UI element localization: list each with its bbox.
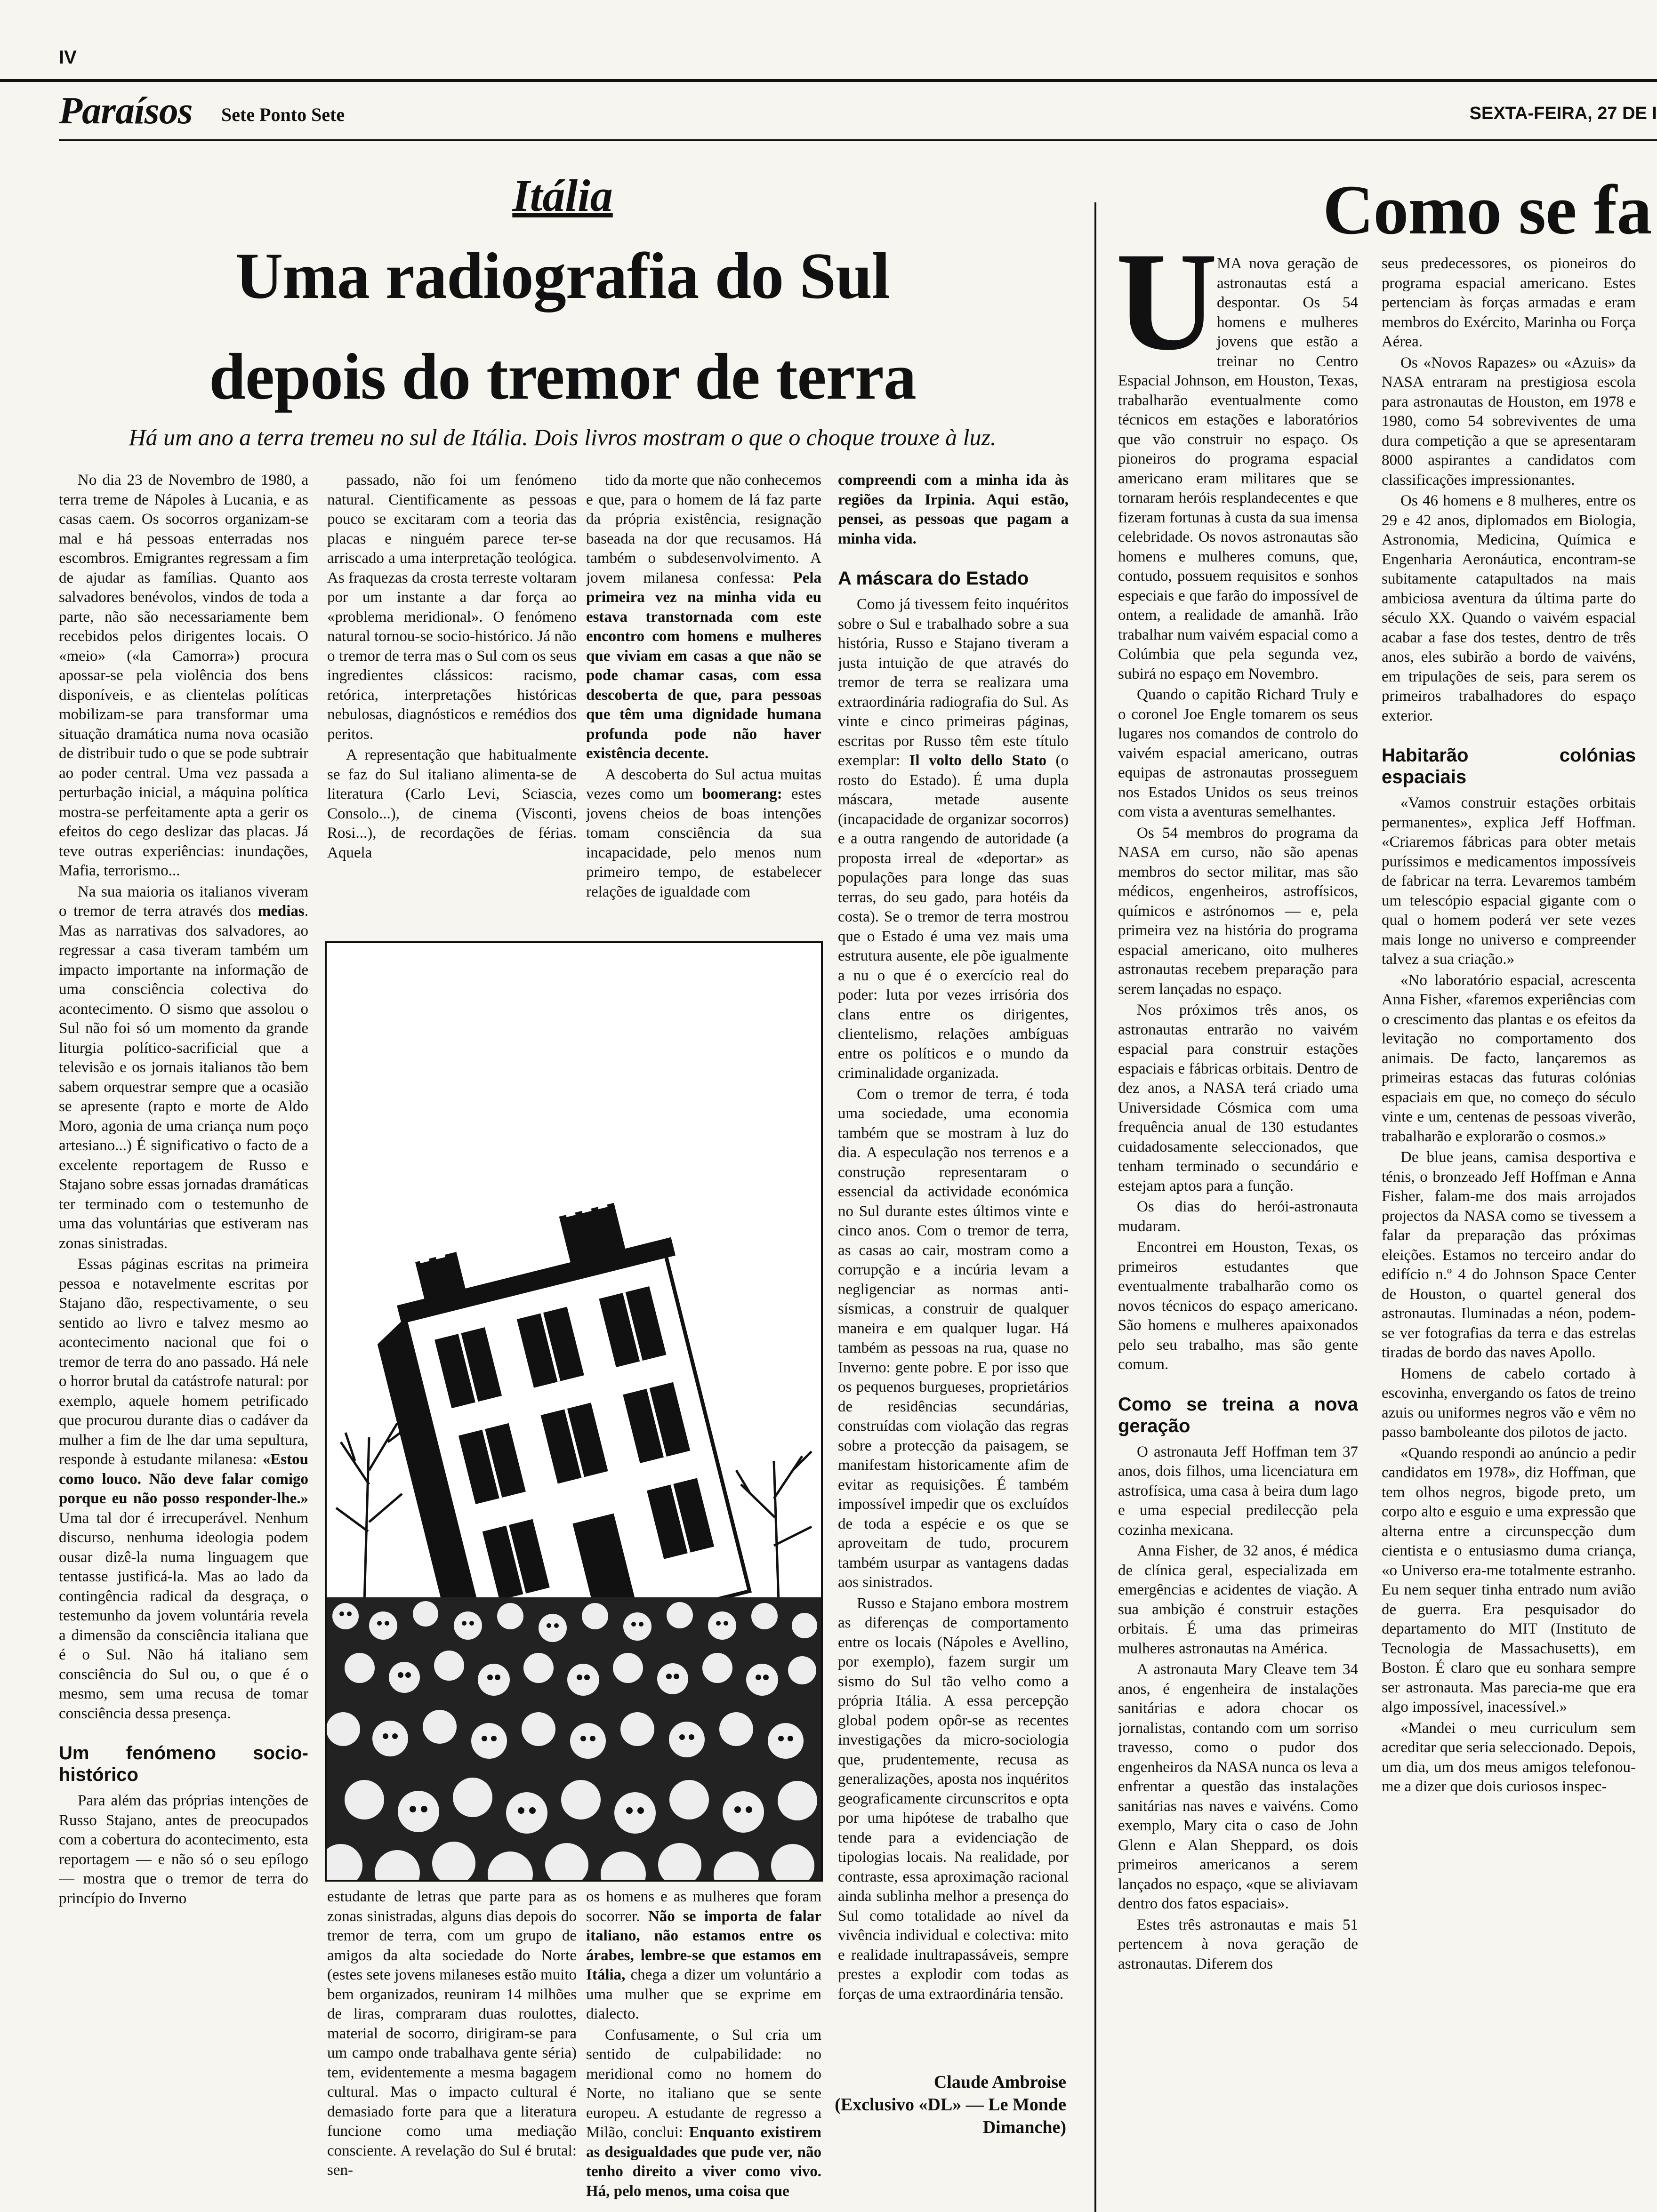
paragraph: Na sua maioria os italianos viveram o tremor de terra através dos medias. Mas as narrativas dos salvadores, ao regressar a casa tiveram também um impacto importante na informação de uma consciência colectiva do acontecimento. O sismo que assolou o Sul não foi só um momento da grande liturgia político-sacrificial que a televisão e os jornais italianos tão bem sabem orquestrar sempre que a ocasião se apresente (rapto e morte de Aldo Moro, agonia de uma criança num poço artesiano...) É significativo o facto de a excelente reportagem de Russo e Stajano sobre essas jornadas dramáticas ter terminado com o testemunho de uma das voluntárias que estiveram nas zonas sinistradas. <box>59 883 308 1252</box>
header-rule <box>59 139 1657 141</box>
paragraph: «Quando respondi ao anúncio a pedir candidatos em 1978», diz Hoffman, que tem olhos negros, bigode preto, um corpo alto e esguio e uma expressão que alterna entre a circunspecção dum cientista e o entusiasmo duma criança, «o Universo era-me totalmente estranho. Eu nem sequer tinha entrado num avião de guerra. Era pesquisador do departamento do MIT (Instituto de Tecnologia de Massachusetts), em Boston. É claro que eu sonhara sempre ser astronauta. Mas parecia-me que era algo impossível, inacessível.» <box>1382 1444 1636 1715</box>
paragraph: «Vamos construir estações orbitais permanentes», explica Jeff Hoffman. «Criaremos fábricas para obter metais puríssimos e medicamentos impossíveis de fabricar na terra. Levaremos também um telescópio espacial gigante com o qual o homem poderá ver sete vezes mais longe no universo e compreender talvez a sua criação.» <box>1382 794 1636 968</box>
paragraph: estudante de letras que parte para as zonas sinistradas, alguns dias depois do tremor de terra, com um grupo de amigos da alta sociedade do Norte (estes sete jovens milaneses estão muito bem organizados, reuniram 14 milhões de liras, compraram duas roulottes, material de socorro, dirigiram-se para um campo onde trabalhava gente séria) tem, evidentemente a mesma bagagem cultural. Mas o impacto cultural é demasiado forte para que a literatura funcione como uma mediação consciente. A revelação do Sul é brutal: sen- <box>327 1888 577 2179</box>
article1-column-4 <box>838 471 1069 2061</box>
paragraph: A representação que habitualmente se faz do Sul italiano alimenta-se de literatura (Carlo Levi, Sciascia, Consolo...), de cinema (Visconti, Rosi...), de recordações de férias. Aquela <box>327 746 577 861</box>
column-divider <box>1094 202 1096 2212</box>
paragraph: Para além das próprias intenções de Russo Stajano, antes de preocupados com a cobertura do acontecimento, esta reportagem — e não só o seu epílogo — mostra que o tremor de terra do princípio do Inverno <box>59 1792 308 1907</box>
article-headline <box>56 226 1069 427</box>
paragraph: No dia 23 de Novembro de 1980, a terra treme de Nápoles à Lucania, e as casas caem. Os socorros organizam-se mal e há pessoas enterradas nos escombros. Emigrantes regressam a fim de ajudar as famílias. Quanto aos salvadores benévolos, vindos de toda a parte, não são necessariamente bem recebidos pelos dirigentes locais. O «meio» («la Camorra») procura apossar-se pela violência dos bens disponíveis, e as clientelas políticas mobilizam-se para transformar uma situação dramática numa nova ocasião de distribuir tudo o que se pode subtrair ao poder central. Uma vez passada a perturbação inicial, a máquina política mostra-se perfeitamente apta a gerir os efeitos do cego deslizar das placas. Já teve outras experiências: inundações, Mafia, terrorismo... <box>59 472 308 879</box>
section-name: Paraísos <box>59 89 193 132</box>
paragraph: Com o tremor de terra, é toda uma sociedade, uma economia também que se mostram à luz do dia. A especulação nos terrenos e a construção representaram o essencial da actividade económica no Sul durante estes últimos vinte e cinco anos. Com o tremor de terra, as casas ao cair, mostram como a corrupção e a incúria levam a negligenciar as normas anti-sísmicas, a construir de qualquer maneira e em qualquer lugar. Há também as pessoas na rua, quase no Inverno: gente pobre. E por isso que os pequenos burgueses, proprietários de residências secundárias, construídas com violação das regras sobre a protecção da paisagem, se manifestam historicamente afim de evitar as requisições. É também impossível impedir que os excluídos de toda a espécie e os que se aproveitam de tudo, procurem também usurpar as vantagens dadas aos sinistrados. <box>838 1085 1069 1591</box>
paragraph: compreendi com a minha ida às regiões da Irpinia. Aqui estão, pensei, as pessoas que pagam a minha vida. <box>838 472 1069 547</box>
paragraph: A descoberta do Sul actua muitas vezes como um boomerang: estes jovens cheios de boas intenções tomam consciência da sua incapacidade, pelo menos num primeiro tempo, de estabelecer relações de igualdade com <box>586 766 821 900</box>
article1-column-1 <box>59 471 308 2207</box>
paragraph: Nos próximos três anos, os astronautas entrarão no vaivém espacial para construir estações espaciais e fábricas orbitais. Dentro de dez anos, a NASA terá criado uma Universidade Cósmica com uma frequência anual de 130 estudantes cuidadosamente seleccionados, que tenham terminado o secundário e estejam aptos para a função. <box>1118 1002 1358 1194</box>
subheading: A máscara do Estado <box>838 568 1029 589</box>
paragraph: Os dias do herói-astronauta mudaram. <box>1118 1198 1358 1235</box>
paragraph: MA nova geração de astronautas está a despontar. Os 54 homens e mulheres jovens que estão a treinar no Centro Espacial Johnson, em Houston, Texas, trabalharão eventualmente como técnicos em estações e laboratórios que vão construir no espaço. Os pioneiros do programa espacial americano eram militares que se tornaram heróis resplandecentes e que fizeram fortunas à custa da sua imensa celebridade. Os novos astronautas são homens e mulheres comuns, que, contudo, possuem requisitos e sonhos especiais e que farão do impossível de ontem, a realidade de amanhã. Irão trabalhar num vaivém espacial como a Colúmbia que pela segunda vez, subirá no espaço em Novembro. <box>1118 255 1358 682</box>
signature-source: (Exclusivo «DL» — Le Monde <box>835 2095 1066 2115</box>
paragraph: Confusamente, o Sul cria um sentido de culpabilidade: no meridional como no homem do Norte, no italiano que se sente europeu. A estudante de regresso a Milão, conclui: Enquanto existirem as desigualdades que pude ver, não tenho direito a viver como vivo. Há, pelo menos, uma coisa que <box>586 2026 821 2200</box>
page-number: IV <box>59 47 77 68</box>
paragraph: «No laboratório espacial, acrescenta Anna Fisher, «faremos experiências com o crescimento das plantas e os efeitos da levitação no comportamento dos animais. De facto, lançaremos as primeiras estacas das futuras colónias espaciais em que, no começo do século vinte e um, centenas de pessoas viverão, trabalharão e explorarão o cosmos.» <box>1382 971 1636 1145</box>
drop-cap: U <box>1116 223 1218 379</box>
article-standfirst: Há um ano a terra tremeu no sul de Itália. Dois livros mostram o que o choque trouxe à luz. <box>129 424 997 450</box>
paragraph: O astronauta Jeff Hoffman tem 37 anos, dois filhos, uma licenciatura em astrofísica, uma casa à beira dum lago e uma especial predilecção pela cozinha mexicana. <box>1118 1443 1358 1539</box>
article1-column-2-top <box>327 471 577 922</box>
signature-source-cont: Dimanche) <box>982 2117 1066 2137</box>
article2-column-2 <box>1382 254 1636 2207</box>
paragraph: Russo e Stajano embora mostrem as diferenças de comportamento entre os locais (Nápoles e Avellino, por exemplo), fazem surgir um sismo do Sul tão velho como a própria Itália. A essa percepção global podem opôr-se as recentes investigações da micro-sociologia que, prudentemente, recusa as generalizações, aposta nos inquéritos geograficamente circunscritos e opta por uma hipótese de trabalho que tende para a evidenciação de tipologias locais. Na realidade, por contraste, essa aproximação racional ainda sublinha melhor a presença do Sul como totalidade ao nível da vivência individual e colectiva: mito e realidade inultrapassáveis, sempre prestes a explodir com todas as forças de uma extraordinária tensão. <box>838 1595 1069 2003</box>
subheading: Habitarão colónias espaciais <box>1382 745 1636 787</box>
headline-line-1: Uma radiografia do Sul <box>235 240 890 313</box>
paragraph: Os 46 homens e 8 mulheres, entre os 29 e 42 anos, diplomados em Biologia, Astronomia, Medicina, Química e Engenharia Aeronáutica, encontram-se subitamente catapultados na mais ambiciosa aventura da última parte do século XX. Quando o vaivém espacial acabar a fase dos testes, dentro de três anos, eles subirão a bordo de vaivéns, em tripulações de seis, para serem os primeiros trabalhadores do espaço exterior. <box>1382 492 1636 724</box>
article-signature <box>826 2071 1066 2139</box>
paragraph: os homens e as mulheres que foram socorrer. Não se importa de falar italiano, não estamos entre os árabes, lembre-se que estamos em Itália, chega a dizer um voluntário a uma mulher que se exprime em dialecto. <box>586 1888 821 2022</box>
paragraph: Quando o capitão Richard Truly e o coronel Joe Engle tomarem os seus lugares nos comandos de controlo do vaivém espacial americano, outras equipas de astronautas prosseguem nos Estados Unidos os seus treinos com vista a aventuras semelhantes. <box>1118 686 1358 820</box>
paragraph: Estes três astronautas e mais 51 pertencem à nova geração de astronautas. Diferem dos <box>1118 1916 1358 1972</box>
headline-line-2: depois do tremor de terra <box>209 340 916 413</box>
supplement-name: Sete Ponto Sete <box>221 104 345 125</box>
paragraph: Os «Novos Rapazes» ou «Azuis» da NASA entraram na prestigiosa escola para astronautas de Houston, em 1978 e 1980, como 54 sobreviventes de uma dura competição a que se apresentaram 8000 aspirantes a candidatos com classificações impressionantes. <box>1382 354 1636 489</box>
paragraph: Essas páginas escritas na primeira pessoa e notavelmente escritas por Stajano dão, respectivamente, o seu sentido ao livro e talvez mesmo ao acontecimento nacional que foi o tremor de terra do ano passado. Há nele o horror brutal da catástrofe natural: por exemplo, aquele homem petrificado que procurou durante dias o cadáver da mulher a fim de lhe dar uma sepultura, responde à estudante milanesa: «Estou como louco. Não deve falar comigo porque eu não posso responder-lhe.» Uma tal dor é irrecuperável. Nenhum discurso, nenhuma ideologia podem ousar dizê-la numa linguagem que tentasse justificá-la. Mas ao lado da contingência radical da desgraça, o testemunho da jovem voluntária revela a dimensão da consciência italiana que é o Sul. Não há italiano sem consciência do Sul ou, o que é o mesmo, sem uma recusa de tomar consciência dessa presença. <box>59 1256 308 1722</box>
edition-date: SEXTA-FEIRA, 27 DE I <box>1469 104 1657 123</box>
article1-column-3-top <box>586 471 821 922</box>
paragraph: Homens de cabelo cortado à escovinha, envergando os fatos de treino azuis ou uniformes negros vão e vêm no passo bamboleante dos pilotos de jacto. <box>1382 1365 1636 1441</box>
subheading: Como se treina a nova geração <box>1118 1394 1358 1436</box>
article2-headline: Como se fa <box>1323 171 1652 249</box>
paragraph: A astronauta Mary Cleave tem 34 anos, é engenheira de instalações sanitárias e adora chocar os jornalistas, contando com um sorriso travesso, como o pudor dos engenheiros da NASA nunca os leva a enfrentar a questão das instalações sanitárias nas naves e vaivéns. Como exemplo, Mary cita o caso de John Glenn e Alan Sheppard, os dois primeiros americanos a serem lançados no espaço, «que se aliviavam dentro dos fatos espaciais». <box>1118 1661 1358 1912</box>
paragraph: De blue jeans, camisa desportiva e ténis, o bronzeado Jeff Hoffman e Anna Fisher, falam-me dos mais arrojados projectos da NASA como se tivessem a falar da preparação das próximas eleições. Estamos no terceiro andar do edifício n.º 4 do Johnson Space Center de Houston, o quartel general dos astronautas. Iluminadas a néon, podem-se ver fotografias da terra e das estrelas tiradas de bordo das naves Apollo. <box>1382 1149 1636 1361</box>
paragraph: Os 54 membros do programa da NASA em curso, não são apenas membros do sector militar, mas são médicos, engenheiros, astrofísicos, químicos e astrónomos — e, pela primeira vez na história do programa espacial americano, oito mulheres astronautas recebem preparação para serem lançadas no espaço. <box>1118 824 1358 998</box>
signature-author: Claude Ambroise <box>933 2072 1066 2092</box>
paragraph: Anna Fisher, de 32 anos, é médica de clínica geral, especializada em emergências e acidentes de viação. A sua ambição é construir estações orbitais. É uma das primeiras mulheres astronautas na América. <box>1118 1542 1358 1657</box>
article2-column-1 <box>1118 254 1358 2207</box>
illustration-tilted-house <box>325 941 823 1882</box>
subheading: Um fenómeno socio-histórico <box>59 1743 308 1785</box>
paragraph: Como já tivessem feito inquéritos sobre o Sul e trabalhado sobre a sua história, Russo e Stajano tiveram a justa intuição de que através do tremor de terra se realizara uma extraordinária radiografia do Sul. As vinte e cinco primeiras páginas, escritas por Russo têm este título exemplar: Il volto dello Stato (o rosto do Estado). É uma dupla máscara, metade ausente (incapacidade de organizar socorros) e a outra rangendo de autoridade (a proposta irreal de «deportar» as populações para longe das suas terras, do seu gado, para hotéis da costa). Se o tremor de terra mostrou que o Estado é uma vez mais uma estrutura ausente, ele põe igualmente a nu o que é o exercício real do poder: luta por vezes irrisória dos clans entre os dirigentes, clientelismo, relações ambíguas entre os políticos e o mundo da criminalidade organizada. <box>838 596 1069 1082</box>
top-rule <box>0 79 1657 82</box>
paragraph: «Mandei o meu curriculum sem acreditar que seria seleccionado. Depois, um dia, um dos meus amigos telefonou-me a dizer que dois curiosos inspec- <box>1382 1719 1636 1795</box>
article1-column-2-bottom <box>327 1887 577 2207</box>
paragraph: Encontrei em Houston, Texas, os primeiros estudantes que eventualmente trabalharão como os novos técnicos do espaço americano. São homens e mulheres apaixonados pelo seu trabalho, mas são gente comum. <box>1118 1239 1358 1373</box>
article1-column-3-bottom <box>586 1887 821 2207</box>
paragraph: tido da morte que não conhecemos e que, para o homem de lá faz parte da própria existência, resignação baseada na dor que recusamos. Há também o subdesenvolvimento. A jovem milanesa confessa: Pela primeira vez na minha vida eu estava transtornada com este encontro com homens e mulheres que viviam em casas a que não se pode chamar casas, com essa descoberta de que, para pessoas que têm uma dignidade humana profunda pode não haver existência decente. <box>586 472 821 762</box>
article-kicker: Itália <box>512 170 613 221</box>
paragraph: passado, não foi um fenómeno natural. Cientificamente as pessoas pouco se excitaram com a teoria das placas e ninguém parece ter-se arriscado a uma interpretação teológica. As fraquezas da crosta terreste voltaram por um instante a dar força ao «problema meridional». O fenómeno natural tornou-se socio-histórico. Já não o tremor de terra mas o Sul com os seus ingredientes clássicos: racismo, retórica, interpretações históricas nebulosas, diagnósticos e remédios dos peritos. <box>327 472 577 743</box>
paragraph: seus predecessores, os pioneiros do programa espacial americano. Estes pertenciam às forças armadas e eram membros do Exército, Marinha ou Força Aérea. <box>1382 255 1636 350</box>
